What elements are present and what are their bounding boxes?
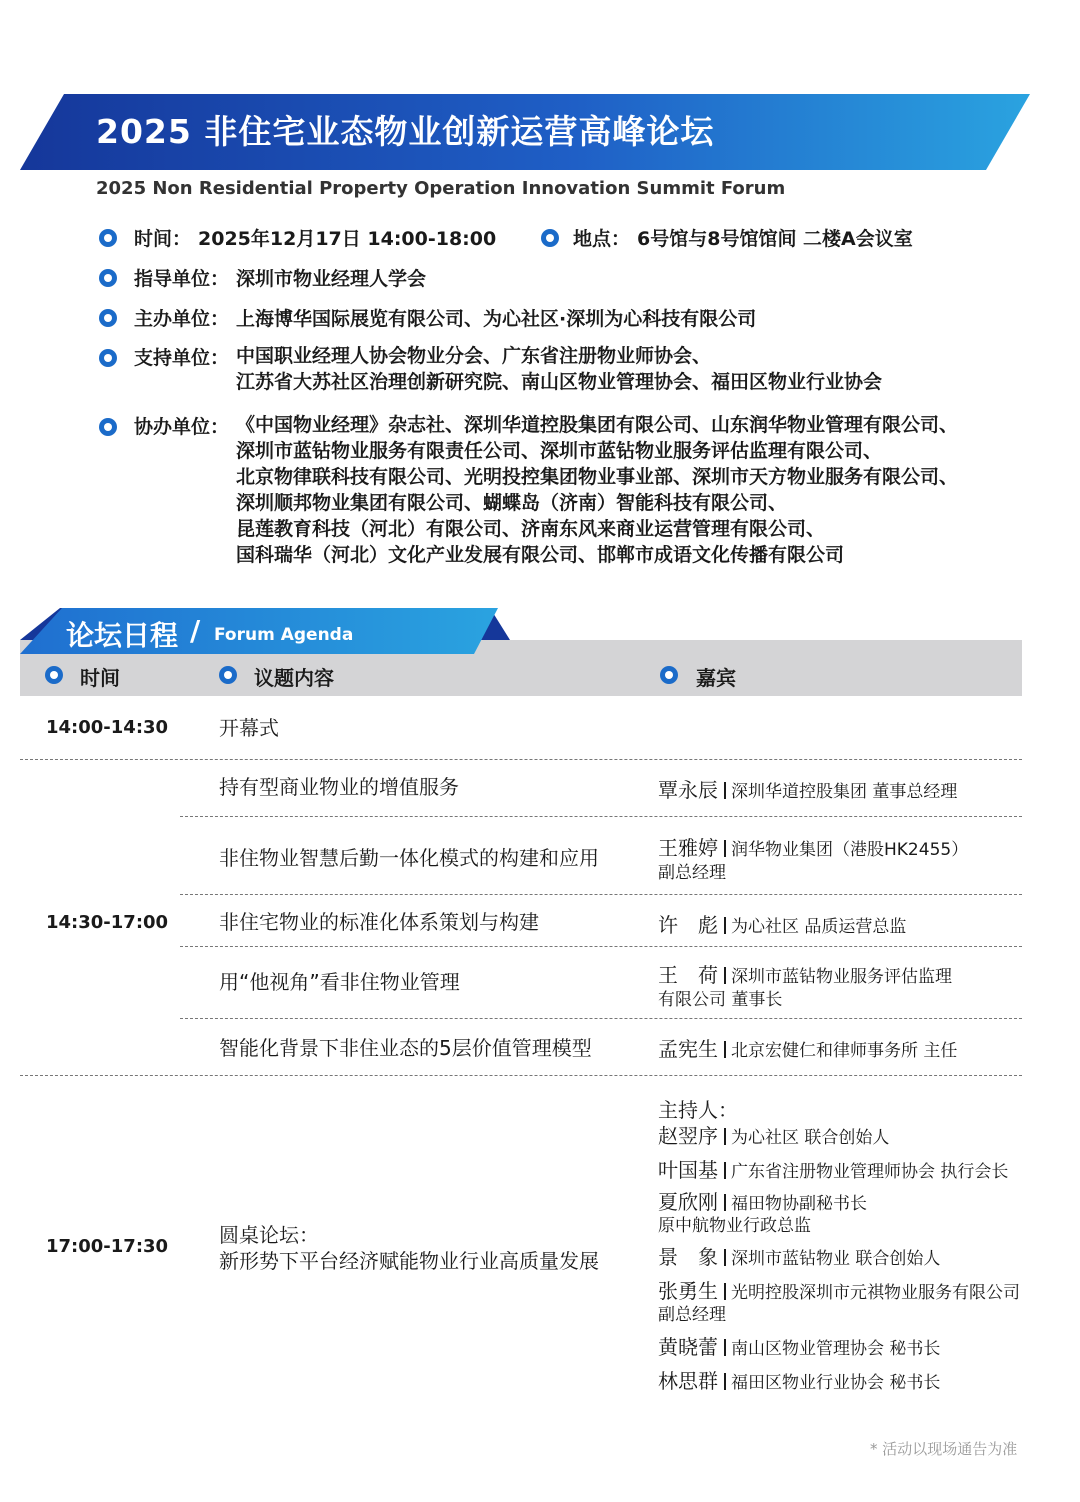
bullet-icon: [99, 229, 117, 247]
speaker-name: 王雅婷: [658, 836, 718, 860]
panelist-name: 张勇生: [658, 1279, 718, 1303]
session-divider: [180, 1018, 1022, 1019]
row-divider: [20, 759, 1022, 760]
page-title: 2025 非住宅业态物业创新运营高峰论坛: [96, 112, 715, 151]
guide-label: 指导单位：: [134, 268, 230, 290]
support-list: [236, 343, 882, 395]
separator: [724, 782, 726, 799]
panelist-org-cont: 原中航物业行政总监: [658, 1216, 811, 1236]
speaker-org: 北京宏健仁和律师事务所 主任: [731, 1041, 958, 1061]
panelist-org: 深圳市蓝钻物业 联合创始人: [731, 1249, 941, 1269]
panelist-name: 景 象: [658, 1245, 718, 1269]
panelist: [658, 1154, 1008, 1183]
panelist-name: 夏欣刚: [658, 1190, 718, 1214]
speaker-org: 深圳华道控股集团 董事总经理: [731, 782, 958, 802]
panelist-name: 叶国基: [658, 1158, 718, 1182]
coorg-line: 国科瑞华（河北）文化产业发展有限公司、邯郸市成语文化传播有限公司: [236, 544, 845, 566]
coorg-line: 《中国物业经理》杂志社、深圳华道控股集团有限公司、山东润华物业管理有限公司、: [236, 414, 959, 436]
coorg-list: [236, 412, 958, 568]
coorg-line: 深圳市蓝钻物业服务有限责任公司、深圳市蓝钻物业服务评估监理有限公司、: [236, 440, 883, 462]
agenda-title: 论坛日程: [66, 619, 179, 652]
row-divider: [20, 1075, 1022, 1076]
panelist-org: 光明控股深圳市元祺物业服务有限公司: [731, 1283, 1020, 1303]
panelist: [658, 1120, 889, 1149]
moderator-label-text: 主持人：: [658, 1098, 738, 1122]
panelist: [658, 1241, 940, 1270]
roundtable-topic: 新形势下平台经济赋能物业行业高质量发展: [219, 1249, 599, 1273]
footer-note: * 活动以现场通告为准: [870, 1440, 1018, 1458]
speaker-org-cont: 副总经理: [658, 863, 726, 883]
session-divider: [180, 946, 1022, 947]
separator: [724, 840, 726, 857]
support-label: 支持单位：: [134, 347, 230, 369]
bullet-icon: [99, 269, 117, 287]
separator: [724, 917, 726, 934]
bullet-icon: [45, 666, 63, 684]
separator: [724, 1373, 726, 1390]
separator: [724, 1162, 726, 1179]
roundtable-topic: 圆桌论坛：: [219, 1223, 319, 1247]
speaker: [658, 832, 968, 861]
row-time: 14:30-17:00: [46, 912, 169, 933]
bullet-icon: [660, 666, 678, 684]
moderator-label: [658, 1094, 738, 1123]
session-topic: 用“他视角”看非住物业管理: [219, 970, 460, 994]
separator: [724, 1339, 726, 1356]
column-header-topic: 议题内容: [254, 666, 334, 690]
speaker: [658, 959, 952, 988]
speaker-name: 覃永辰: [658, 778, 718, 802]
panelist-org: 福田区物业行业协会 秘书长: [731, 1373, 941, 1393]
panelist-org-cont: 副总经理: [658, 1305, 726, 1325]
panelist-org: 广东省注册物业管理师协会 执行会长: [731, 1162, 1009, 1182]
panelist-org: 福田物协副秘书长: [731, 1194, 867, 1214]
panelist-name: 黄晓蕾: [658, 1335, 718, 1359]
column-header-guest: 嘉宾: [696, 666, 736, 690]
separator: [724, 1249, 726, 1266]
speaker-name: 王 荷: [658, 963, 718, 987]
host-label: 主办单位：: [134, 308, 230, 330]
column-header-time: 时间: [80, 666, 120, 690]
panelist: [658, 1365, 940, 1394]
venue-value: 6号馆与8号馆馆间 二楼A会议室: [637, 228, 913, 250]
guide-value: 深圳市物业经理人学会: [236, 268, 427, 290]
separator: [724, 1194, 726, 1211]
speaker: [658, 909, 906, 938]
row-time: 17:00-17:30: [46, 1236, 169, 1257]
panelist-name: 赵翌序: [658, 1124, 718, 1148]
support-line: 江苏省大苏社区治理创新研究院、南山区物业管理协会、福田区物业行业协会: [236, 371, 883, 393]
separator: [724, 1128, 726, 1145]
page-subtitle: 2025 Non Residential Property Operation Innovation Summit Forum: [96, 178, 786, 199]
bullet-icon: [99, 349, 117, 367]
speaker: [658, 1033, 957, 1062]
coorg-label: 协办单位：: [134, 416, 230, 438]
coorg-line: 深圳顺邦物业集团有限公司、蝴蝶岛（济南）智能科技有限公司、: [236, 492, 788, 514]
speaker-org: 为心社区 品质运营总监: [731, 917, 907, 937]
bullet-icon: [541, 229, 559, 247]
panelist-name: 林思群: [658, 1369, 718, 1393]
speaker-name: 孟宪生: [658, 1037, 718, 1061]
speaker-name: 许 彪: [658, 913, 718, 937]
row-topic: 开幕式: [219, 716, 279, 740]
panelist: [658, 1331, 940, 1360]
bullet-icon: [99, 309, 117, 327]
speaker-org-cont: 有限公司 董事长: [658, 990, 783, 1010]
separator: [724, 1283, 726, 1300]
time-value: 2025年12月17日 14:00-18:00: [198, 228, 497, 250]
session-topic: 非住物业智慧后勤一体化模式的构建和应用: [219, 846, 599, 870]
speaker-org: 深圳市蓝钻物业服务评估监理: [731, 967, 952, 987]
speaker: [658, 774, 957, 803]
row-time: 14:00-14:30: [46, 717, 169, 738]
coorg-line: 昆莲教育科技（河北）有限公司、济南东风来商业运营管理有限公司、: [236, 518, 826, 540]
session-topic: 持有型商业物业的增值服务: [219, 775, 459, 799]
session-topic: 智能化背景下非住业态的5层价值管理模型: [219, 1036, 592, 1060]
separator: [724, 1041, 726, 1058]
speaker-org: 润华物业集团（港股HK2455）: [731, 840, 969, 860]
time-label: 时间：: [134, 228, 192, 250]
agenda-subtitle: Forum Agenda: [214, 625, 354, 645]
separator: [724, 967, 726, 984]
session-divider: [180, 894, 1022, 895]
session-divider: [180, 816, 1022, 817]
bullet-icon: [99, 418, 117, 436]
agenda-slash: /: [190, 614, 201, 647]
bullet-icon: [219, 666, 237, 684]
host-value: 上海博华国际展览有限公司、为心社区·深圳为心科技有限公司: [236, 308, 757, 330]
panelist-org: 为心社区 联合创始人: [731, 1128, 890, 1148]
venue-label: 地点：: [573, 228, 631, 250]
support-line: 中国职业经理人协会物业分会、广东省注册物业师协会、: [236, 345, 712, 367]
panelist-org: 南山区物业管理协会 秘书长: [731, 1339, 941, 1359]
session-topic: 非住宅物业的标准化体系策划与构建: [219, 910, 539, 934]
coorg-line: 北京物律联科技有限公司、光明投控集团物业事业部、深圳市天方物业服务有限公司、: [236, 466, 959, 488]
